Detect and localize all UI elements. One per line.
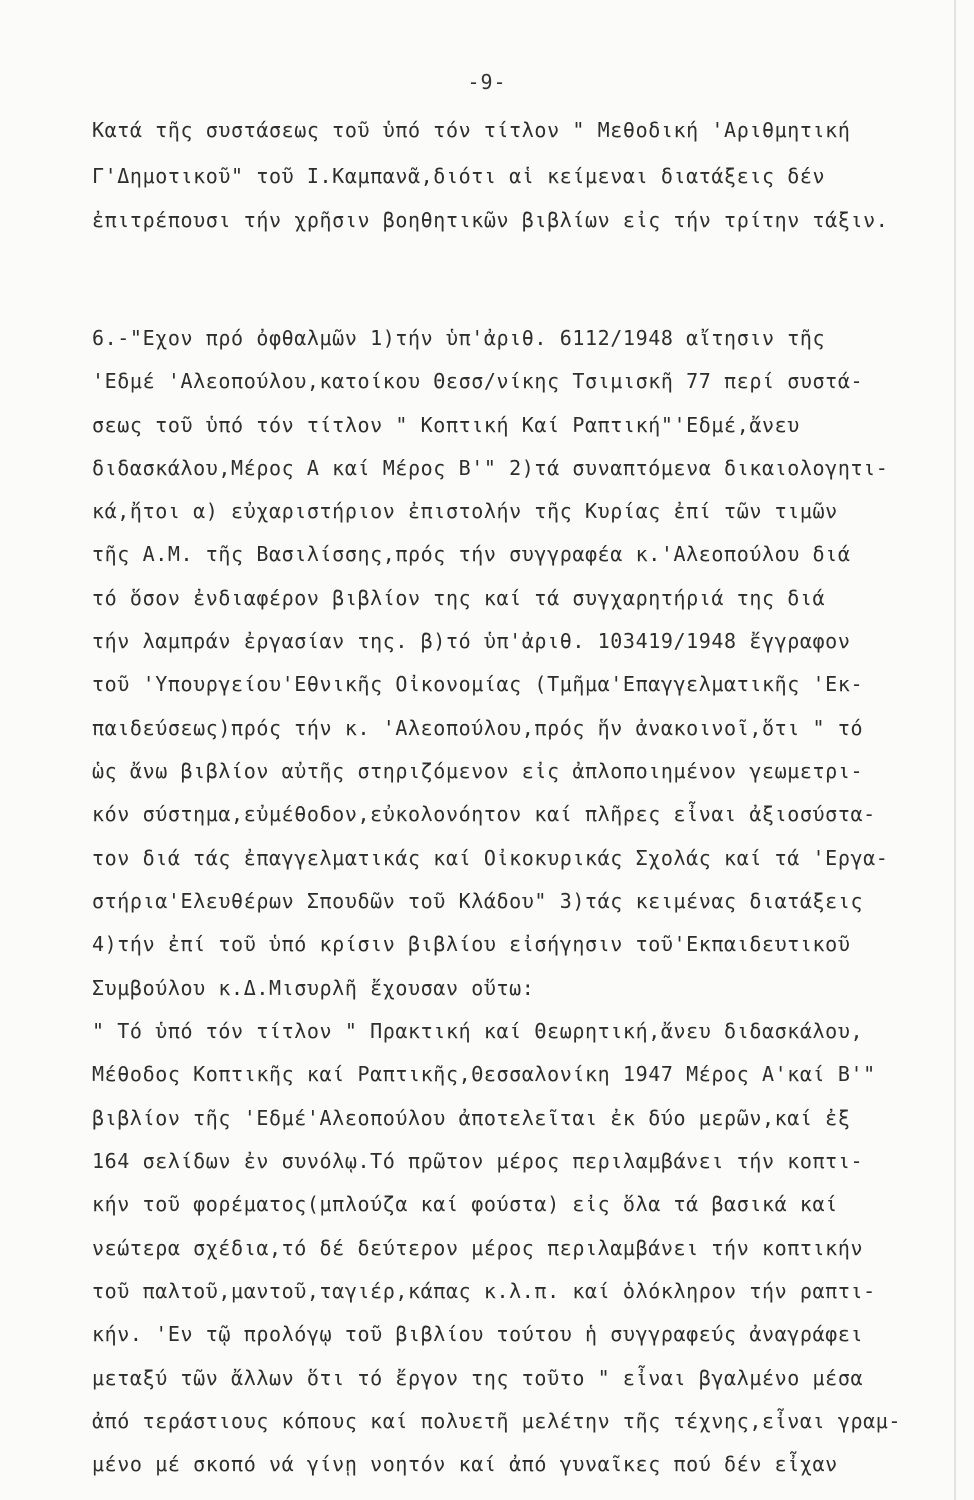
text-line: στήρια'Ελευθέρων Σπουδῶν τοῦ Κλάδου" 3)τάς κειμένας διατάξεις (92, 889, 864, 913)
text-line: ἀπό τεράστιους κόπους καί πολυετῆ μελέτην τῆς τέχνης,εἶναι γραμ- (92, 1409, 902, 1433)
text-line: βιβλίον τῆς 'Εδμέ'Αλεοπούλου ἀποτελεῖται ἐκ δύο μερῶν,καί ἐξ (92, 1106, 851, 1130)
text-line: 4)τήν ἐπί τοῦ ὑπό κρίσιν βιβλίου εἰσήγησιν τοῦ'Εκπαιδευτικοῦ (92, 932, 851, 956)
text-line: παιδεύσεως)πρός τήν κ. 'Αλεοπούλου,πρός ἥν ἀνακοινοῖ,ὅτι " τό (92, 716, 864, 740)
text-line: τοῦ 'Υπουργείου'Εθνικῆς Οἰκονομίας (Τμῆμα'Επαγγελματικῆς 'Εκ- (92, 672, 864, 696)
text-line: μένο μέ σκοπό νά γίνῃ νοητόν καί ἀπό γυναῖκες πού δέν εἶχαν (92, 1452, 838, 1476)
page-edge-shadow (954, 0, 956, 1500)
text-line: " Τό ὑπό τόν τίτλον " Πρακτική καί Θεωρητική,ἄνευ διδασκάλου, (92, 1019, 864, 1043)
text-line: μεταξύ τῶν ἄλλων ὅτι τό ἔργον της τοῦτο " εἶναι βγαλμένο μέσα (92, 1366, 864, 1390)
text-line: Μέθοδος Κοπτικῆς καί Ραπτικῆς,Θεσσαλονίκη 1947 Μέρος Α'καί Β'" (92, 1062, 876, 1086)
page-number: -9- (467, 70, 507, 94)
text-line: νεώτερα σχέδια,τό δέ δεύτερον μέρος περιλαμβάνει τήν κοπτικήν (92, 1236, 864, 1260)
text-line: Συμβούλου κ.Δ.Μισυρλῆ ἔχουσαν οὕτω: (92, 976, 535, 1000)
text-line: κόν σύστημα,εὐμέθοδον,εὐκολονόητον καί πλῆρες εἶναι ἀξιοσύστα- (92, 802, 876, 826)
text-line: διδασκάλου,Μέρος Α καί Μέρος Β'" 2)τά συναπτόμενα δικαιολογητι- (92, 456, 889, 480)
text-line: κά,ἤτοι α) εὐχαριστήριον ἐπιστολήν τῆς Κυρίας ἐπί τῶν τιμῶν (92, 499, 838, 523)
text-line: 6.-"Εχον πρό ὀφθαλμῶν 1)τήν ὑπ'ἀριθ. 6112/1948 αἴτησιν τῆς (92, 326, 826, 350)
text-line: κήν. 'Εν τῷ προλόγῳ τοῦ βιβλίου τούτου ἡ συγγραφεύς ἀναγράφει (92, 1322, 864, 1346)
text-line: τοῦ παλτοῦ,μαντοῦ,ταγιέρ,κάπας κ.λ.π. καί ὁλόκληρον τήν ραπτι- (92, 1279, 876, 1303)
text-line: ἐπιτρέπουσι τήν χρῆσιν βοηθητικῶν βιβλίων εἰς τήν τρίτην τάξιν. (92, 208, 889, 232)
text-line: κήν τοῦ φορέματος(μπλούζα καί φούστα) εἰς ὅλα τά βασικά καί (92, 1192, 838, 1216)
text-line: 164 σελίδων ἐν συνόλῳ.Τό πρῶτον μέρος περιλαμβάνει τήν κοπτι- (92, 1149, 864, 1173)
text-line: τῆς Α.Μ. τῆς Βασιλίσσης,πρός τήν συγγραφέα κ.'Αλεοπούλου διά (92, 542, 851, 566)
text-line: σεως τοῦ ὑπό τόν τίτλον " Κοπτική Καί Ραπτική"'Εδμέ,ἄνευ (92, 413, 800, 437)
text-line: Κατά τῆς συστάσεως τοῦ ὑπό τόν τίτλον " Μεθοδική 'Αριθμητική (92, 118, 851, 142)
text-line: τήν λαμπράν ἐργασίαν της. β)τό ὑπ'ἀριθ. 103419/1948 ἔγγραφον (92, 629, 851, 653)
text-line: τον διά τάς ἐπαγγελματικάς καί Οἰκοκυρικάς Σχολάς καί τά 'Εργα- (92, 846, 889, 870)
text-line: τό ὅσον ἐνδιαφέρον βιβλίον της καί τά συγχαρητήριά της διά (92, 586, 826, 610)
text-line: Γ'Δημοτικοῦ" τοῦ Ι.Καμπανᾶ,διότι αἱ κείμεναι διατάξεις δέν (92, 164, 826, 188)
text-line: ὡς ἄνω βιβλίον αὐτῆς στηριζόμενον εἰς ἀπλοποιημένον γεωμετρι- (92, 759, 864, 783)
text-line: 'Εδμέ 'Αλεοπούλου,κατοίκου Θεσσ/νίκης Τσιμισκῆ 77 περί συστά- (92, 369, 864, 393)
